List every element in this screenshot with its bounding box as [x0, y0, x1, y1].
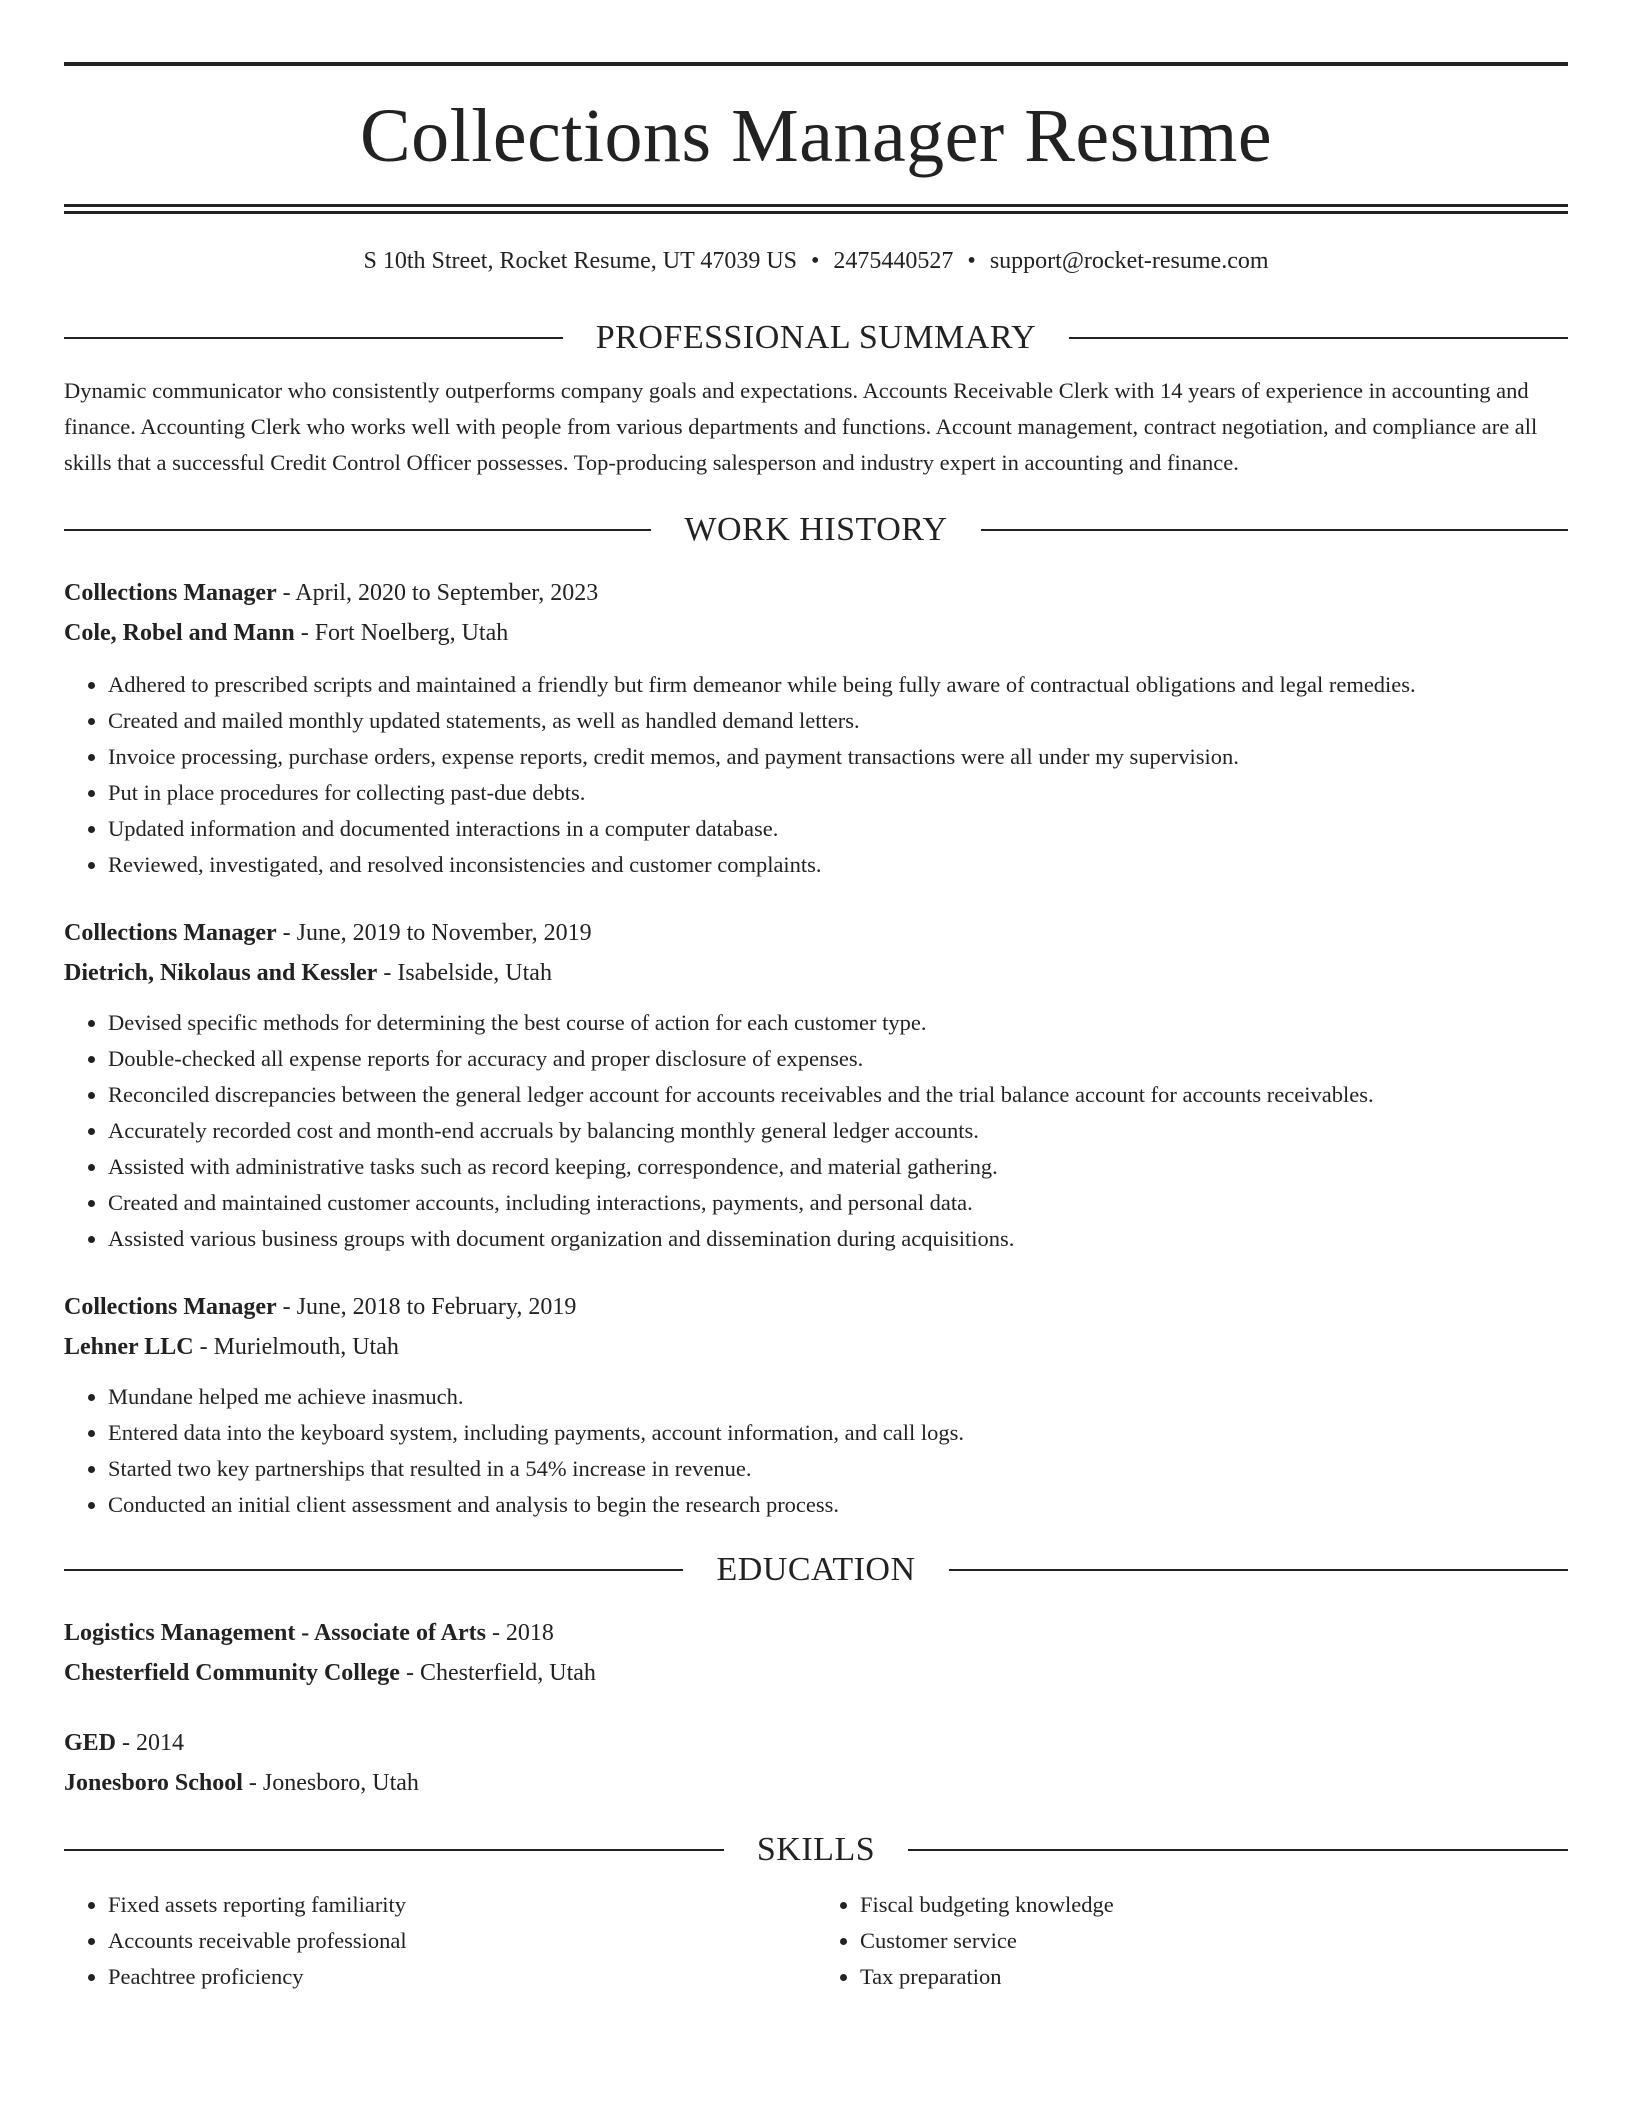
section-rule [908, 1849, 1568, 1851]
list-item: • Started two key partnerships that resulted in a 54% increase in revenue. [108, 1451, 1568, 1487]
job-company-line [64, 953, 1568, 993]
job-bullets [64, 1005, 1568, 1257]
list-item: • Accounts receivable professional [108, 1923, 816, 1959]
top-rule [64, 62, 1568, 66]
contact-address: S 10th Street, Rocket Resume, UT 47039 US [363, 248, 798, 274]
job-location: - Fort Noelberg, Utah [294, 620, 509, 646]
education-entry [64, 1723, 1568, 1803]
school: Chesterfield Community College [64, 1660, 400, 1686]
school-line [64, 1763, 1568, 1803]
job-title: Collections Manager [64, 1294, 277, 1320]
job-company-line [64, 613, 1568, 653]
list-item: • Peachtree proficiency [108, 1959, 816, 1995]
section-header-work [64, 513, 1568, 547]
list-item: • Created and maintained customer accounts, including interactions, payments, and personal data. [108, 1185, 1568, 1221]
list-item: • Reconciled discrepancies between the general ledger account for accounts receivables and the trial balance account for accounts receivables. [108, 1077, 1568, 1113]
degree: Logistics Management - Associate of Arts [64, 1620, 486, 1646]
section-title: WORK HISTORY [684, 511, 948, 548]
contact-separator: • [811, 248, 820, 274]
section-rule [64, 337, 563, 339]
job-dates: - April, 2020 to September, 2023 [276, 580, 599, 606]
job-dates: - June, 2019 to November, 2019 [276, 920, 592, 946]
section-rule [64, 1569, 683, 1571]
contact-email: support@rocket-resume.com [989, 248, 1269, 274]
list-item: • Updated information and documented interactions in a computer database. [108, 811, 1568, 847]
contact-line [64, 249, 1568, 273]
skills-right-column [816, 1887, 1568, 1995]
section-title: SKILLS [756, 1831, 876, 1868]
job-location: - Isabelside, Utah [377, 960, 552, 986]
job-dates: - June, 2018 to February, 2019 [276, 1294, 577, 1320]
job-title: Collections Manager [64, 580, 277, 606]
job-title-line [64, 913, 1568, 953]
list-item: • Devised specific methods for determining the best course of action for each customer type. [108, 1005, 1568, 1041]
section-title: PROFESSIONAL SUMMARY [595, 319, 1037, 356]
list-item: • Conducted an initial client assessment and analysis to begin the research process. [108, 1487, 1568, 1523]
degree-line [64, 1613, 1568, 1653]
title-double-rule [64, 204, 1568, 214]
degree-line [64, 1723, 1568, 1763]
list-item: • Mundane helped me achieve inasmuch. [108, 1379, 1568, 1415]
list-item: • Fiscal budgeting knowledge [860, 1887, 1568, 1923]
job-entry [64, 573, 1568, 883]
section-header-skills [64, 1833, 1568, 1867]
section-rule [64, 1849, 724, 1851]
job-location: - Murielmouth, Utah [193, 1334, 399, 1360]
section-title: EDUCATION [716, 1551, 916, 1588]
skills-columns [64, 1887, 1568, 1995]
section-rule [981, 529, 1568, 531]
resume-title: Collections Manager Resume [359, 94, 1273, 178]
section-header-summary [64, 321, 1568, 355]
school-line [64, 1653, 1568, 1693]
list-item: • Put in place procedures for collecting past-due debts. [108, 775, 1568, 811]
school: Jonesboro School [64, 1770, 243, 1796]
job-company: Lehner LLC [64, 1334, 194, 1360]
job-bullets [64, 1379, 1568, 1523]
list-item: • Fixed assets reporting familiarity [108, 1887, 816, 1923]
contact-phone: 2475440527 [833, 248, 954, 274]
contact-separator: • [967, 248, 976, 274]
degree-year: - 2014 [116, 1730, 185, 1756]
job-bullets [64, 667, 1568, 883]
job-title: Collections Manager [64, 920, 277, 946]
list-item: • Accurately recorded cost and month-end accruals by balancing monthly general ledger accounts. [108, 1113, 1568, 1149]
job-title-line [64, 1287, 1568, 1327]
list-item: • Tax preparation [860, 1959, 1568, 1995]
list-item: • Adhered to prescribed scripts and maintained a friendly but firm demeanor while being fully aware of contractual obligations and legal remedies. [108, 667, 1568, 703]
list-item: • Double-checked all expense reports for accuracy and proper disclosure of expenses. [108, 1041, 1568, 1077]
job-entry [64, 913, 1568, 1257]
school-location: - Chesterfield, Utah [399, 1660, 596, 1686]
degree-year: - 2018 [485, 1620, 554, 1646]
section-rule [64, 529, 651, 531]
section-rule [949, 1569, 1568, 1571]
job-entry [64, 1287, 1568, 1523]
summary-text: Dynamic communicator who consistently outperforms company goals and expectations. Accounts Receivable Clerk with 14 years of experience in accounting and finance. Accounting Clerk who works well with people from various departments and functions. Account management, contract negotiation, and compliance are all skills that a successful Credit Control Officer possesses. Top-producing salesperson and industry expert in accounting and finance. [64, 378, 1538, 475]
education-entry [64, 1613, 1568, 1693]
list-item: • Invoice processing, purchase orders, expense reports, credit memos, and payment transactions were all under my supervision. [108, 739, 1568, 775]
list-item: • Entered data into the keyboard system, including payments, account information, and call logs. [108, 1415, 1568, 1451]
job-company-line [64, 1327, 1568, 1367]
degree: GED [64, 1730, 117, 1756]
section-rule [1069, 337, 1568, 339]
list-item: • Created and mailed monthly updated statements, as well as handled demand letters. [108, 703, 1568, 739]
list-item: • Assisted various business groups with document organization and dissemination during acquisitions. [108, 1221, 1568, 1257]
list-item: • Assisted with administrative tasks such as record keeping, correspondence, and material gathering. [108, 1149, 1568, 1185]
school-location: - Jonesboro, Utah [242, 1770, 419, 1796]
list-item: • Reviewed, investigated, and resolved inconsistencies and customer complaints. [108, 847, 1568, 883]
skills-left-column [64, 1887, 816, 1995]
job-title-line [64, 573, 1568, 613]
job-company: Dietrich, Nikolaus and Kessler [64, 960, 378, 986]
section-header-education [64, 1553, 1568, 1587]
job-company: Cole, Robel and Mann [64, 620, 295, 646]
list-item: • Customer service [860, 1923, 1568, 1959]
